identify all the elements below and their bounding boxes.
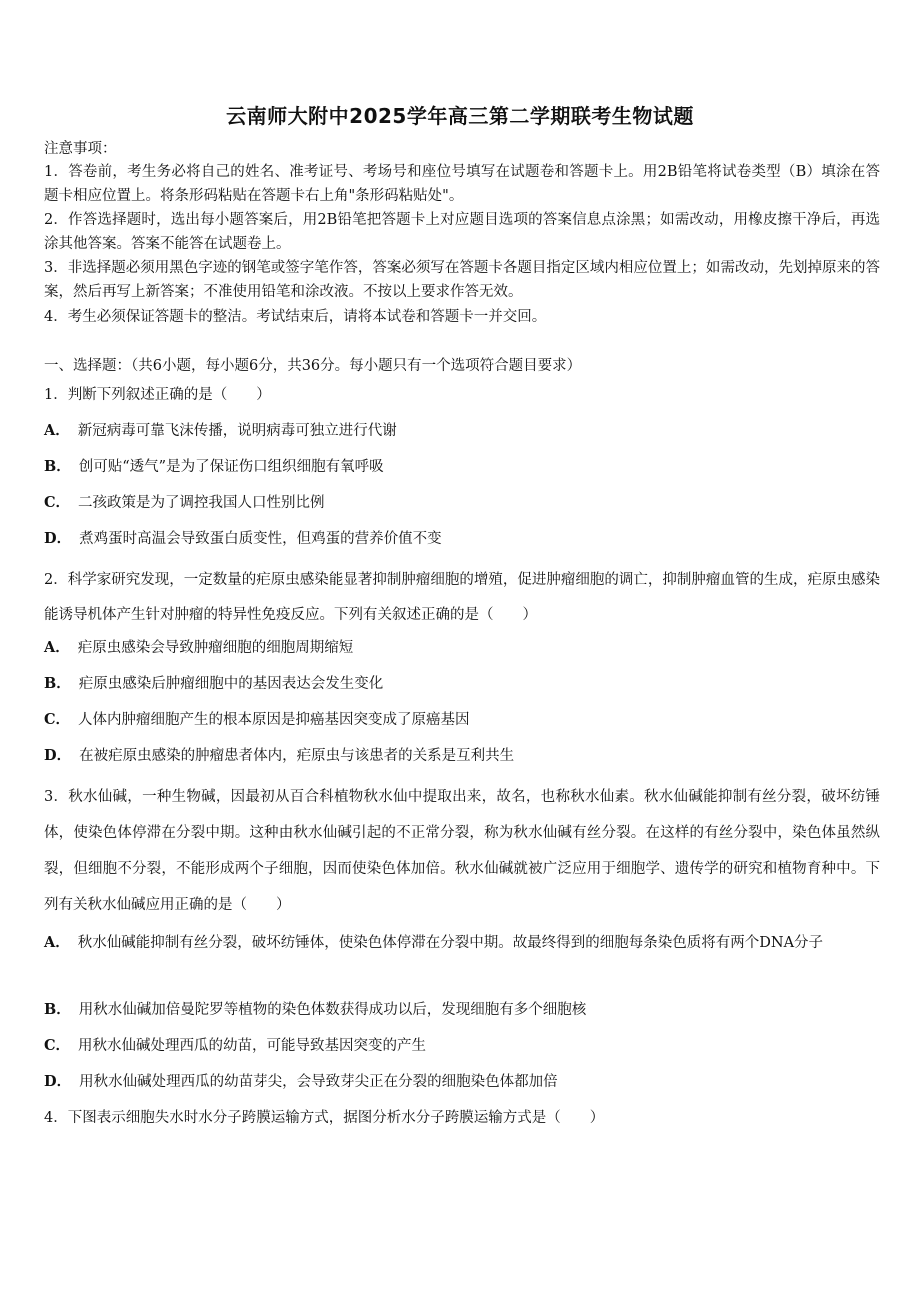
q3-stem-text: 3．秋水仙碱，一种生物碱，因最初从百合科植物秋水仙中提取出来，故名，也称秋水仙素。秋水仙碱能抑制有丝分裂，破坏纺锤体，使染色体停滞在分裂中期。这种由秋水仙碱引起的不正常分裂，称为秋水仙碱有丝分裂。在这样的有丝分裂中，染色体虽然纵裂，但细胞不分裂，不能形成两个子细胞，因而使染色体加倍。秋水仙碱就被广泛应用于细胞学、遗传学的研究和植物育种中。下列有关秋水仙碱应用正确的是（ ） bbox=[44, 789, 880, 913]
option-letter: D． bbox=[44, 747, 72, 764]
option-letter: A． bbox=[44, 934, 70, 951]
q1-option-c bbox=[44, 492, 325, 514]
option-text: 在被疟原虫感染的肿瘤患者体内，疟原虫与该患者的关系是互利共生 bbox=[79, 748, 515, 764]
q3-option-d bbox=[44, 1071, 558, 1093]
option-text: 创可贴“透气”是为了保证伤口组织细胞有氧呼吸 bbox=[78, 459, 384, 475]
notice-2-text: 2．作答选择题时，选出每小题答案后，用2B铅笔把答题卡上对应题目选项的答案信息点涂黑；如需改动，用橡皮擦干净后，再选涂其他答案。答案不能答在试题卷上。 bbox=[44, 212, 880, 252]
option-letter: B． bbox=[44, 675, 71, 692]
option-text: 用秋水仙碱加倍曼陀罗等植物的染色体数获得成功以后，发现细胞有多个细胞核 bbox=[78, 1002, 587, 1018]
option-letter: C． bbox=[44, 494, 71, 511]
notice-1-text: 1．答卷前，考生务必将自己的姓名、准考证号、考场号和座位号填写在试题卷和答题卡上。用2B铅笔将试卷类型（B）填涂在答题卡相应位置上。将条形码粘贴在答题卡右上角"条形码粘贴处"。 bbox=[44, 164, 880, 204]
option-letter: B． bbox=[44, 1001, 71, 1018]
option-text: 疟原虫感染后肿瘤细胞中的基因表达会发生变化 bbox=[78, 676, 384, 692]
q4-stem: 4．下图表示细胞失水时水分子跨膜运输方式，据图分析水分子跨膜运输方式是（ ） bbox=[44, 1110, 605, 1126]
q1-stem: 1．判断下列叙述正确的是（ ） bbox=[44, 387, 271, 403]
option-text: 人体内肿瘤细胞产生的根本原因是抑癌基因突变成了原癌基因 bbox=[78, 712, 470, 728]
q3-option-a-para bbox=[44, 925, 880, 961]
option-text: 用秋水仙碱处理西瓜的幼苗，可能导致基因突变的产生 bbox=[78, 1038, 427, 1054]
q3-option-b bbox=[44, 999, 586, 1021]
q1-option-d bbox=[44, 528, 442, 550]
option-text: 煮鸡蛋时高温会导致蛋白质变性，但鸡蛋的营养价值不变 bbox=[79, 531, 442, 547]
q1-option-b bbox=[44, 456, 384, 478]
option-letter: C． bbox=[44, 711, 71, 728]
option-letter: D． bbox=[44, 1073, 72, 1090]
q2-stem-text: 2．科学家研究发现，一定数量的疟原虫感染能显著抑制肿瘤细胞的增殖，促进肿瘤细胞的调亡，抑制肿瘤血管的生成，疟原虫感染能诱导机体产生针对肿瘤的特异性免疫反应。下列有关叙述正确的是（ ） bbox=[44, 572, 880, 623]
notice-heading: 注意事项： bbox=[44, 141, 117, 157]
notice-3 bbox=[44, 256, 880, 304]
option-letter: D． bbox=[44, 530, 72, 547]
page-title: 云南师大附中2025学年高三第二学期联考生物试题 bbox=[226, 104, 694, 128]
option-text: 疟原虫感染会导致肿瘤细胞的细胞周期缩短 bbox=[77, 640, 354, 656]
section-heading: 一、选择题：（共6小题，每小题6分，共36分。每小题只有一个选项符合题目要求） bbox=[44, 358, 582, 374]
q3-option-a bbox=[44, 925, 880, 961]
notice-1 bbox=[44, 160, 880, 208]
q2-option-b bbox=[44, 673, 383, 695]
q2-stem bbox=[44, 563, 880, 633]
q2-option-d bbox=[44, 745, 514, 767]
q2-option-c bbox=[44, 709, 470, 731]
option-text: 二孩政策是为了调控我国人口性别比例 bbox=[78, 495, 325, 511]
option-letter: B． bbox=[44, 458, 71, 475]
q1-option-a bbox=[44, 420, 397, 442]
option-text: 秋水仙碱能抑制有丝分裂，破坏纺锤体，使染色体停滞在分裂中期。故最终得到的细胞每条染色质将有两个DNA分子 bbox=[77, 935, 824, 951]
option-text: 新冠病毒可靠飞沫传播，说明病毒可独立进行代谢 bbox=[77, 423, 397, 439]
option-text: 用秋水仙碱处理西瓜的幼苗芽尖，会导致芽尖正在分裂的细胞染色体都加倍 bbox=[79, 1074, 558, 1090]
notice-3-text: 3．非选择题必须用黑色字迹的钢笔或签字笔作答，答案必须写在答题卡各题目指定区域内相应位置上；如需改动，先划掉原来的答案，然后再写上新答案；不准使用铅笔和涂改液。不按以上要求作答无效。 bbox=[44, 260, 880, 300]
q2-option-a bbox=[44, 637, 353, 659]
q3-option-c bbox=[44, 1035, 426, 1057]
notice-4: 4．考生必须保证答题卡的整洁。考试结束后，请将本试卷和答题卡一并交回。 bbox=[44, 309, 547, 325]
option-letter: A． bbox=[44, 639, 70, 656]
notice-2 bbox=[44, 208, 880, 256]
option-letter: C． bbox=[44, 1037, 71, 1054]
q3-stem bbox=[44, 779, 880, 923]
option-letter: A． bbox=[44, 422, 70, 439]
